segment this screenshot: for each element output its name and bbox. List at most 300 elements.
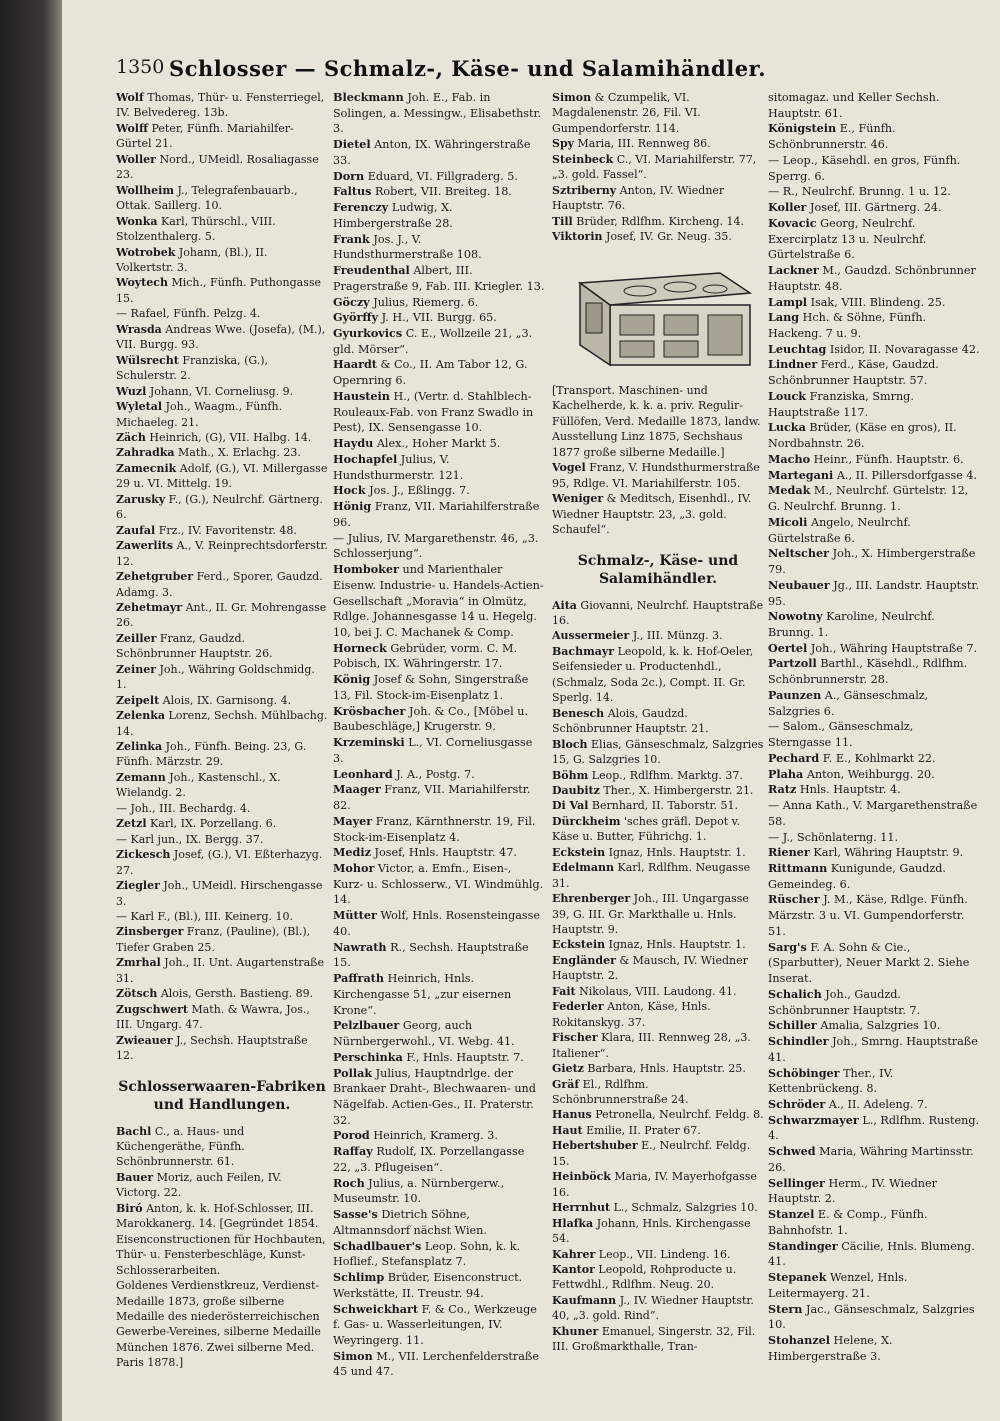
directory-entry xyxy=(333,562,545,641)
entry-name: Di Val xyxy=(552,799,589,813)
directory-entry xyxy=(552,1107,764,1122)
directory-entry xyxy=(768,609,980,640)
entry-text: — R., Neulrchf. Brunng. 1 u. 12. xyxy=(768,185,951,199)
entry-name: Paffrath xyxy=(333,971,384,986)
entry-text: R., Sechsh. Hauptstraße 15. xyxy=(333,940,529,970)
entry-name: Haydu xyxy=(333,436,374,451)
entry-text: F. A. Sohn & Cie., (Sparbutter), Neuer Markt 2. Siehe Inserat. xyxy=(768,940,970,986)
entry-name: Haut xyxy=(552,1123,583,1137)
entry-text: Heinrich, (G), VII. Halbg. 14. xyxy=(149,430,312,444)
directory-entry xyxy=(768,751,980,767)
directory-entry xyxy=(116,770,328,801)
page-header xyxy=(116,56,766,86)
entry-text: 'sches gräfl. Depot v. Käse u. Butter, Führichg. 1. xyxy=(552,814,741,844)
entry-name: König xyxy=(333,672,371,687)
directory-entry xyxy=(768,578,980,609)
entry-text: Ant., II. Gr. Mohrengasse 26. xyxy=(116,600,327,630)
entry-text: H., (Vertr. d. Stahlblech-Rouleaux-Fab. von Franz Swadlo in Pest), IX. Sensengasse 10. xyxy=(333,389,534,435)
directory-entry xyxy=(116,832,328,847)
entry-text: Anton, Käse, Hnls. Rokitanskyg. 37. xyxy=(552,1000,711,1029)
entry-text: M., Gaudzd. Schönbrunner Hauptstr. 48. xyxy=(768,264,976,293)
entry-name: Lindner xyxy=(768,357,818,372)
directory-entry xyxy=(333,1018,545,1049)
entry-text: Kunigunde, Gaudzd. Gemeindeg. 6. xyxy=(768,861,946,891)
entry-name: Till xyxy=(552,214,573,228)
entry-name: Böhm xyxy=(552,768,589,782)
entry-name: Micoli xyxy=(768,514,808,529)
entry-text: Robert, VII. Breiteg. 18. xyxy=(375,185,512,199)
entry-name: Eckstein xyxy=(552,845,606,859)
directory-entry xyxy=(116,878,328,909)
entry-text: Joh., Fünfh. Being. 23, G. Fünfh. Märzstr. 29. xyxy=(116,740,307,769)
directory-entry xyxy=(552,136,764,151)
entry-text: — Karl jun., IX. Bergg. 37. xyxy=(116,832,264,846)
entry-name: Gräf xyxy=(552,1077,580,1091)
entry-text: — Joh., III. Bechardg. 4. xyxy=(116,801,251,815)
entry-text: & Mausch, IV. Wiedner Hauptstr. 2. xyxy=(552,953,748,983)
directory-entry xyxy=(116,909,328,924)
entry-name: Standinger xyxy=(768,1238,838,1253)
directory-entry xyxy=(552,628,764,643)
directory-entry xyxy=(768,216,980,263)
directory-entry xyxy=(552,183,764,214)
directory-entry xyxy=(116,121,328,152)
entry-list xyxy=(552,460,764,537)
directory-entry xyxy=(768,940,980,987)
entry-name: Wotrobek xyxy=(116,245,176,259)
directory-entry xyxy=(116,538,328,569)
directory-entry xyxy=(552,845,764,860)
running-title: Schlosser — Schmalz-, Käse- und Salamihändler. xyxy=(169,56,766,81)
directory-entry xyxy=(768,1113,980,1144)
entry-text: Eduard, VI. Fillgraderg. 5. xyxy=(367,169,518,183)
directory-entry xyxy=(552,214,764,229)
entry-name: Raffay xyxy=(333,1144,373,1159)
directory-entry xyxy=(768,987,980,1018)
entry-name: Hanus xyxy=(552,1108,592,1122)
directory-entry xyxy=(333,310,545,326)
entry-text: Anton, k. k. Hof-Schlosser, III. Marokkanerg. 14. [Gegründet 1854. Eisenconstructionen für Hochbauten, Thür- u. Fensterbeschläge, Kunst-Schlosserarbeiten. xyxy=(116,1201,326,1277)
directory-entry xyxy=(552,1123,764,1138)
entry-text: Franz, (Pauline), (Bl.), Tiefer Graben 25. xyxy=(116,925,311,954)
entry-name: Gyurkovics xyxy=(333,326,403,341)
entry-text: Leop. Sohn, k. k. Hoflief., Stefansplatz 7. xyxy=(333,1239,521,1269)
entry-name: Zeiller xyxy=(116,631,157,645)
directory-entry xyxy=(116,430,328,445)
directory-entry xyxy=(333,1302,545,1349)
entry-name: Fait xyxy=(552,984,576,998)
column-4 xyxy=(768,90,980,1364)
entry-text: Karl, Währing Hauptstr. 9. xyxy=(813,846,964,860)
entry-name: Federler xyxy=(552,1000,604,1014)
section-heading: Schmalz-, Käse- und Salamihändler. xyxy=(577,552,739,587)
directory-entry xyxy=(333,704,545,735)
directory-entry xyxy=(768,342,980,358)
entry-name: Kantor xyxy=(552,1263,595,1276)
entry-text: — Julius, IV. Margarethenstr. 46, „3. Schlosserjung“. xyxy=(333,531,539,561)
directory-entry xyxy=(552,1030,764,1061)
entry-text: E., Fünfh. Schönbrunnerstr. 46. xyxy=(768,122,896,152)
directory-entry xyxy=(116,1124,328,1170)
entry-text: M., VII. Lerchenfelderstraße 45 und 47. xyxy=(333,1349,539,1379)
entry-text: C., VI. Mariahilferstr. 77, „3. gold. Fassel“. xyxy=(552,152,757,182)
directory-entry xyxy=(552,984,764,999)
entry-text: F., (G.), Neulrchf. Gärtnerg. 6. xyxy=(116,492,323,522)
entry-text: Angelo, Neulrchf. Gürtelstraße 6. xyxy=(768,515,911,545)
entry-name: Wonka xyxy=(116,214,158,228)
directory-entry xyxy=(116,1201,328,1278)
directory-entry xyxy=(333,845,545,861)
directory-entry xyxy=(333,971,545,1018)
entry-name: Medak xyxy=(768,483,811,498)
entry-name: Zwieauer xyxy=(116,1033,173,1047)
entry-text: Johann, (Bl.), II. Volkertstr. 3. xyxy=(116,245,268,274)
entry-name: Zaufal xyxy=(116,523,156,537)
entry-text: Karl, Thürschl., VIII. Stolzenthalerg. 5. xyxy=(116,214,276,244)
entry-text: Joh., Währing Goldschmidg. 1. xyxy=(116,662,315,692)
directory-entry xyxy=(768,468,980,484)
entry-name: Zmrhal xyxy=(116,956,161,970)
entry-name: Homboker xyxy=(333,562,399,577)
entry-name: Freudenthal xyxy=(333,263,410,278)
entry-name: Hochapfel xyxy=(333,451,398,466)
directory-entry xyxy=(552,860,764,891)
entry-name: Aussermeier xyxy=(552,629,630,643)
entry-text: Ferd., Käse, Gaudzd. Schönbrunner Hauptstr. 57. xyxy=(768,358,939,388)
entry-text: F. E., Kohlmarkt 22. xyxy=(822,751,936,765)
directory-entry xyxy=(552,1262,764,1293)
entry-text: Julius, a. Nürnbergerw., Museumstr. 10. xyxy=(333,1176,505,1206)
directory-entry xyxy=(333,436,545,452)
entry-text: Franz, Kärnthnerstr. 19, Fil. Stock-im-Eisenplatz 4. xyxy=(333,814,536,844)
entry-text: Thomas, Thür- u. Fensterriegel, IV. Belvedereg. 13b. xyxy=(116,91,325,120)
entry-text: — Karl F., (Bl.), III. Keinerg. 10. xyxy=(116,910,293,924)
entry-name: Martegani xyxy=(768,467,834,482)
entry-text: — Salom., Gänseschmalz, Sterngasse 11. xyxy=(768,720,914,750)
entry-text: Barbara, Hnls. Hauptstr. 25. xyxy=(587,1062,746,1076)
entry-name: Schalich xyxy=(768,986,822,1001)
entry-text: Joh., Waagm., Fünfh. Michaeleg. 21. xyxy=(116,400,283,429)
directory-entry xyxy=(552,999,764,1030)
entry-text: Leop., VII. Lindeng. 16. xyxy=(598,1247,731,1261)
entry-name: Königstein xyxy=(768,121,837,136)
entry-text: Ludwig, X. Himbergerstraße 28. xyxy=(333,201,453,230)
book-spine-shadow xyxy=(0,0,62,1421)
entry-text: Ferd., Sporer, Gaudzd. Adamg. 3. xyxy=(116,570,323,599)
entry-name: Ratz xyxy=(768,782,797,797)
directory-entry xyxy=(552,1216,764,1247)
directory-entry xyxy=(768,656,980,687)
directory-entry xyxy=(768,688,980,719)
entry-text: Johann, VI. Corneliusg. 9. xyxy=(149,384,294,398)
directory-entry xyxy=(552,1077,764,1108)
entry-name: Porod xyxy=(333,1128,370,1143)
entry-text: Joh. E., Fab. in Solingen, a. Messingw., Elisabethstr. 3. xyxy=(333,91,542,136)
directory-entry xyxy=(333,641,545,672)
entry-name: Herrnhut xyxy=(552,1201,611,1215)
entry-text: Georg, Neulrchf. Exercirplatz 13 u. Neulrchf. Gürtelstraße 6. xyxy=(768,216,927,262)
entry-text: L., VI. Corneliusgasse 3. xyxy=(333,736,533,765)
entry-name: Eckstein xyxy=(552,938,606,952)
entry-text: Andreas Wwe. (Josefa), (M.), VII. Burgg. 93. xyxy=(116,322,326,352)
entry-text: A., II. Adeleng. 7. xyxy=(828,1098,928,1111)
directory-entry xyxy=(768,200,980,216)
entry-text: Joh., Gaudzd. Schönbrunner Hauptstr. 7. xyxy=(768,987,921,1017)
directory-entry xyxy=(768,357,980,388)
entry-text: Math. & Wawra, Jos., III. Ungarg. 47. xyxy=(116,1002,310,1032)
entry-name: Viktorin xyxy=(552,230,603,244)
directory-entry xyxy=(768,310,980,341)
entry-name: Mayer xyxy=(333,813,373,828)
entry-name: Zinsberger xyxy=(116,925,184,939)
entry-name: Maager xyxy=(333,782,381,797)
entry-text: Frz., IV. Favoritenstr. 48. xyxy=(158,523,297,537)
directory-entry xyxy=(333,200,545,231)
directory-entry xyxy=(768,90,980,121)
directory-entry xyxy=(768,861,980,892)
entry-name: Haustein xyxy=(333,388,390,403)
directory-entry xyxy=(552,90,764,136)
entry-text: C., a. Haus- und Küchengeräthe, Fünfh. Schönbrunnerstr. 61. xyxy=(116,1124,245,1169)
directory-entry xyxy=(116,523,328,538)
entry-name: Mediz xyxy=(333,845,371,860)
entry-name: Perschinka xyxy=(333,1049,403,1064)
directory-entry xyxy=(768,1302,980,1333)
entry-name: Simon xyxy=(552,91,592,104)
entry-name: Wolf xyxy=(116,91,144,104)
entry-name: Oertel xyxy=(768,640,808,655)
entry-text: Franz, Gaudzd. Schönbrunner Hauptstr. 26. xyxy=(116,631,273,661)
entry-name: Schweickhart xyxy=(333,1301,419,1316)
directory-entry xyxy=(116,693,328,708)
entry-name: Zugschwert xyxy=(116,1002,188,1016)
entry-text: Math., X. Erlachg. 23. xyxy=(178,446,301,460)
column-3 xyxy=(552,90,764,1355)
column-1 xyxy=(116,90,328,1371)
directory-entry xyxy=(552,460,764,491)
entry-text: Leop., Rdlfhm. Marktg. 37. xyxy=(591,768,743,782)
entry-list xyxy=(116,1124,328,1371)
entry-name: Schlimp xyxy=(333,1270,385,1285)
directory-entry xyxy=(333,137,545,168)
entry-name: Györffy xyxy=(333,310,379,325)
directory-entry xyxy=(333,1050,545,1066)
directory-entry xyxy=(333,263,545,294)
entry-text: Franz, V. Hundsthurmerstraße 95, Rdlge. VI. Mariahilferstr. 105. xyxy=(552,461,760,490)
entry-name: Kahrer xyxy=(552,1247,596,1261)
entry-name: Pollak xyxy=(333,1065,373,1080)
directory-entry xyxy=(552,768,764,783)
entry-text: F. & Co., Werkzeuge f. Gas- u. Wasserleitungen, IV. Weyringerg. 11. xyxy=(333,1302,537,1348)
directory-entry xyxy=(333,389,545,436)
entry-text: Helene, X. Himbergerstraße 3. xyxy=(768,1334,893,1363)
entry-text: Maria, Währing Martinsstr. 26. xyxy=(768,1145,974,1174)
entry-text: Mich., Fünfh. Puthongasse 15. xyxy=(116,276,322,305)
entry-name: Wülsrecht xyxy=(116,353,179,367)
directory-entry xyxy=(552,814,764,845)
directory-entry xyxy=(116,924,328,955)
entry-name: Stohanzel xyxy=(768,1333,830,1348)
entry-text: Peter, Fünfh. Mariahilfer-Gürtel 21. xyxy=(116,121,294,151)
directory-entry xyxy=(768,641,980,657)
directory-entry xyxy=(333,1207,545,1238)
entry-name: Koller xyxy=(768,200,807,215)
entry-text: E., Neulrchf. Feldg. 15. xyxy=(552,1139,751,1168)
advertisement-text: [Transport. Maschinen- und Kachelherde, k. k. a. priv. Regulir-Füllöfen, Verd. Medaille 1873, landw. Ausstellung Linz 1875, Sechshaus 1877 große silberne Medaille.] xyxy=(552,383,761,459)
entry-text: Johann, Hnls. Kirchengasse 54. xyxy=(552,1216,751,1246)
entry-name: Schwed xyxy=(768,1144,816,1159)
directory-entry xyxy=(333,1270,545,1301)
entry-name: Stepanek xyxy=(768,1270,827,1285)
directory-entry xyxy=(768,782,980,798)
entry-text: J., Sechsh. Hauptstraße 12. xyxy=(116,1033,308,1063)
directory-entry xyxy=(116,384,328,399)
entry-text: Ther., IV. Kettenbrückeng. 8. xyxy=(768,1066,894,1096)
entry-name: Aita xyxy=(552,598,577,612)
directory-entry xyxy=(116,245,328,276)
directory-entry xyxy=(333,1239,545,1270)
entry-text: Anton, IV. Wiedner Hauptstr. 76. xyxy=(552,183,725,213)
entry-name: Steinbeck xyxy=(552,152,614,166)
entry-text: Joh., X. Himbergerstraße 79. xyxy=(768,547,976,577)
entry-text: Brüder, Eisenconstruct. Werkstätte, II. Treustr. 94. xyxy=(333,1271,523,1300)
directory-entry xyxy=(333,483,545,499)
entry-name: Kovacic xyxy=(768,215,817,230)
directory-entry xyxy=(116,461,328,492)
directory-entry xyxy=(116,322,328,353)
directory-entry xyxy=(333,782,545,813)
entry-name: Schadlbauer's xyxy=(333,1238,422,1253)
entry-name: Hlafka xyxy=(552,1216,594,1230)
entry-text: Joh., II. Unt. Augartenstraße 31. xyxy=(116,956,324,985)
entry-text: Julius, Riemerg. 6. xyxy=(373,295,479,309)
entry-text: J. A., Postg. 7. xyxy=(396,767,475,781)
directory-entry xyxy=(768,719,980,750)
directory-entry xyxy=(116,816,328,831)
entry-name: Schröder xyxy=(768,1097,826,1111)
entry-name: Mütter xyxy=(333,908,377,923)
entry-text: sitomagaz. und Keller Sechsh. Hauptstr. 61. xyxy=(768,91,940,120)
entry-text: Alois, IX. Garnisong. 4. xyxy=(162,693,292,707)
entry-name: Sarg's xyxy=(768,939,807,954)
directory-entry xyxy=(116,739,328,770)
entry-name: Macho xyxy=(768,451,811,466)
entry-text: Nord., UMeidl. Rosaliagasse 23. xyxy=(116,152,319,182)
entry-text: Gebrüder, vorm. C. M. Pobisch, IX. Währingerstr. 17. xyxy=(333,641,518,671)
directory-entry xyxy=(116,600,328,631)
directory-entry xyxy=(116,986,328,1001)
entry-text: Brüder, (Käse en gros), II. Nordbahnstr. 26. xyxy=(768,421,957,451)
directory-entry xyxy=(116,399,328,430)
entry-text: Maria, IV. Mayerhofgasse 16. xyxy=(552,1170,757,1199)
directory-entry xyxy=(333,735,545,766)
entry-text: Victor, a. Emfn., Eisen-, Kurz- u. Schlosserw., VI. Windmühlg. 14. xyxy=(333,861,544,907)
directory-entry xyxy=(333,169,545,185)
entry-text: Wenzel, Hnls. Leitermayerg. 21. xyxy=(768,1271,908,1300)
entry-name: Stanzel xyxy=(768,1207,815,1222)
entry-text: Joh., Smrng. Hauptstraße 41. xyxy=(768,1035,978,1064)
directory-entry xyxy=(552,1061,764,1076)
entry-text: Josef, (G.), VI. Eßterhazyg. 27. xyxy=(116,848,323,877)
entry-text: Franz, VII. Mariahilferstraße 96. xyxy=(333,500,540,529)
directory-entry xyxy=(768,892,980,939)
entry-name: Daubitz xyxy=(552,783,600,797)
entry-name: Schwarzmayer xyxy=(768,1112,859,1127)
directory-entry xyxy=(552,891,764,937)
directory-entry xyxy=(333,908,545,939)
directory-entry xyxy=(552,1200,764,1215)
directory-entry xyxy=(116,955,328,986)
entry-name: Zehetgruber xyxy=(116,570,194,584)
entry-text: Anton, IX. Währingerstraße 33. xyxy=(333,138,531,167)
entry-text: C. E., Wollzeile 21, „3. gld. Mörser“. xyxy=(333,327,533,356)
entry-text: Albert, III. Pragerstraße 9, Fab. III. Kriegler. 13. xyxy=(333,264,545,293)
directory-entry xyxy=(768,767,980,783)
directory-entry xyxy=(768,1018,980,1034)
entry-text: Alois, Gersth. Bastieng. 89. xyxy=(160,987,314,1001)
directory-entry xyxy=(333,531,545,562)
directory-entry xyxy=(552,783,764,798)
entry-text: Franziska, Smrng. Hauptstraße 117. xyxy=(768,389,914,419)
directory-entry xyxy=(116,1033,328,1064)
entry-name: Ferenczy xyxy=(333,200,389,215)
entry-name: Ziegler xyxy=(116,879,160,893)
entry-text: & Co., II. Am Tabor 12, G. Opernring 6. xyxy=(333,358,528,388)
directory-entry xyxy=(552,1247,764,1262)
directory-entry xyxy=(116,492,328,523)
entry-text: Joh., Währing Hauptstraße 7. xyxy=(810,641,978,655)
stove-illustration xyxy=(560,253,760,373)
entry-text: F., Hnls. Hauptstr. 7. xyxy=(406,1050,524,1064)
entry-text: Amalia, Salzgries 10. xyxy=(820,1019,941,1033)
entry-name: Engländer xyxy=(552,953,616,967)
entry-name: Wuzl xyxy=(116,384,147,398)
entry-text: Joh., Kastenschl., X. Wielandg. 2. xyxy=(116,770,281,800)
directory-entry xyxy=(333,232,545,263)
directory-entry xyxy=(768,389,980,420)
entry-name: Dorn xyxy=(333,168,365,183)
entry-text: und Marienthaler Eisenw. Industrie- u. Handels-Actien-Gesellschaft „Moravia“ in Olmütz, Rdlge. Johannesgasse 14 u. Hegelg. 10, bei J. C. Machanek & Comp. xyxy=(333,563,544,639)
entry-text: Alex., Hoher Markt 5. xyxy=(376,437,501,451)
entry-name: Gietz xyxy=(552,1062,584,1076)
entry-text: Josef, III. Gärtnerg. 24. xyxy=(810,201,942,215)
entry-name: Zehetmayr xyxy=(116,600,183,614)
entry-text: A., Gänseschmalz, Salzgries 6. xyxy=(768,688,929,718)
entry-name: Kaufmann xyxy=(552,1293,617,1307)
directory-entry xyxy=(116,353,328,384)
directory-entry xyxy=(768,263,980,294)
entry-name: Plaha xyxy=(768,766,804,781)
entry-name: Ehrenberger xyxy=(552,892,631,906)
entry-name: Riener xyxy=(768,845,810,860)
entry-text: Goldenes Verdienstkreuz, Verdienst-Medaille 1873, große silberne Medaille des niederösterreichischen Gewerbe-Vereines, silberne Medaille München 1876. Zwei silberne Med. Paris 1878.] xyxy=(116,1279,321,1370)
page-number: 1350 xyxy=(116,56,165,78)
entry-text: Emilie, II. Prater 67. xyxy=(586,1123,701,1137)
directory-entry xyxy=(116,1170,328,1201)
directory-entry xyxy=(333,767,545,783)
directory-entry xyxy=(552,644,764,706)
entry-name: Bachl xyxy=(116,1124,152,1138)
directory-entry xyxy=(552,598,764,629)
entry-text: Moriz, auch Feilen, IV. Victorg. 22. xyxy=(116,1170,282,1200)
entry-name: Faltus xyxy=(333,184,372,199)
directory-entry xyxy=(768,1097,980,1113)
entry-name: Krzeminski xyxy=(333,735,405,750)
directory-entry xyxy=(552,706,764,737)
entry-text: Rudolf, IX. Porzellangasse 22, „3. Pflugeisen“. xyxy=(333,1145,525,1174)
entry-name: Rittmann xyxy=(768,860,828,875)
entry-text: Wolf, Hnls. Rosensteingasse 40. xyxy=(333,909,541,938)
